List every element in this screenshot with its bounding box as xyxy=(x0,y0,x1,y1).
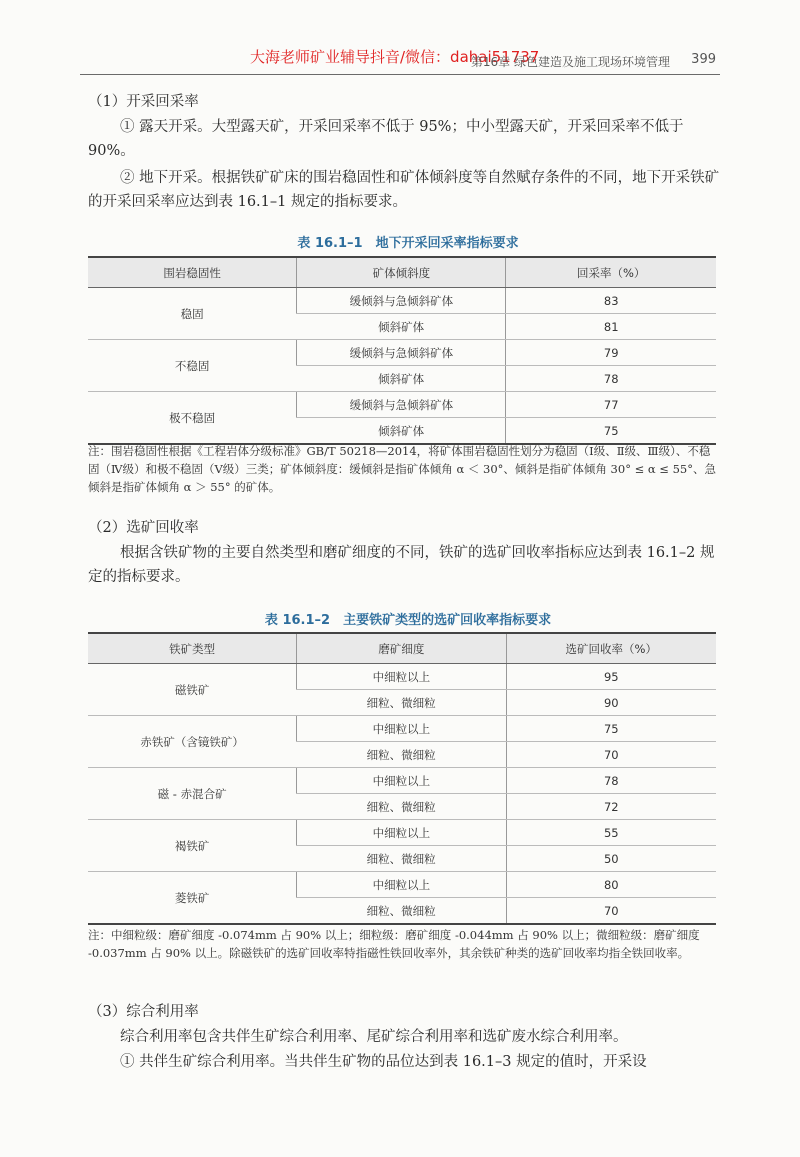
table-row xyxy=(88,288,716,314)
table2-value: 95 xyxy=(506,664,716,690)
table1-value: 77 xyxy=(506,392,716,418)
table2-cell: 中细粒以上 xyxy=(297,664,506,690)
table2 xyxy=(88,632,716,925)
table1-value: 79 xyxy=(506,340,716,366)
table2-caption: 表 16.1–2 主要铁矿类型的选矿回收率指标要求 xyxy=(264,613,552,628)
section2-paragraph: 根据含铁矿物的主要自然类型和磨矿细度的不同，铁矿的选矿回收率指标应达到表 16.1–2 规定的指标要求。 xyxy=(88,545,715,585)
table-row xyxy=(88,820,716,846)
table1-cell: 缓倾斜与急倾斜矿体 xyxy=(297,392,506,418)
table2-value: 50 xyxy=(506,846,716,872)
table2-group-cell: 赤铁矿（含镜铁矿） xyxy=(88,716,297,768)
section1-paragraph-1: ① 露天开采。大型露天矿，开采回采率不低于 95%；中小型露天矿，开采回采率不低于 90%。 xyxy=(88,119,684,159)
table2-group-cell: 磁铁矿 xyxy=(88,664,297,716)
table2-group-cell: 菱铁矿 xyxy=(88,872,297,925)
table2-value: 55 xyxy=(506,820,716,846)
table2-cell: 中细粒以上 xyxy=(297,872,506,898)
table1-group-cell: 极不稳固 xyxy=(88,392,297,445)
section1-paragraph-2: ② 地下开采。根据铁矿矿床的围岩稳固性和矿体倾斜度等自然赋存条件的不同，地下开采铁矿的开采回采率应达到表 16.1–1 规定的指标要求。 xyxy=(88,170,720,210)
table2-cell: 细粒、微细粒 xyxy=(297,742,506,768)
table1-col-header: 回采率（%） xyxy=(506,257,716,288)
watermark-text: 大海老师矿业辅导抖音/微信：dahai51737 xyxy=(250,48,540,66)
table-row xyxy=(88,392,716,418)
table1-value: 75 xyxy=(506,418,716,445)
table1-cell: 倾斜矿体 xyxy=(297,418,506,445)
table2-value: 72 xyxy=(506,794,716,820)
table1-cell: 缓倾斜与急倾斜矿体 xyxy=(297,288,506,314)
table1-value: 81 xyxy=(506,314,716,340)
table1-cell: 倾斜矿体 xyxy=(297,366,506,392)
table2-value: 90 xyxy=(506,690,716,716)
section2-heading: （2）选矿回收率 xyxy=(88,520,199,536)
table-row xyxy=(88,716,716,742)
table1-col-header: 矿体倾斜度 xyxy=(297,257,506,288)
table2-note: 注：中细粒级：磨矿细度 -0.074mm 占 90% 以上；细粒级：磨矿细度 -0.044mm 占 90% 以上；微细粒级：磨矿细度 -0.037mm 占 90% 以上。除磁铁矿的选矿回收率特指磁性铁回收率外，其余铁矿种类的选矿回收率均指全铁回收率。 xyxy=(88,928,700,960)
table-row xyxy=(88,664,716,690)
table2-header-row xyxy=(88,633,716,664)
table2-cell: 细粒、微细粒 xyxy=(297,898,506,925)
table1 xyxy=(88,256,716,445)
table1-cell: 缓倾斜与急倾斜矿体 xyxy=(297,340,506,366)
table1-value: 83 xyxy=(506,288,716,314)
table2-value: 75 xyxy=(506,716,716,742)
table2-group-cell: 磁 - 赤混合矿 xyxy=(88,768,297,820)
table2-cell: 细粒、微细粒 xyxy=(297,846,506,872)
table2-col-header: 磨矿细度 xyxy=(297,633,506,664)
table-row xyxy=(88,340,716,366)
table1-note: 注：围岩稳固性根据《工程岩体分级标准》GB/T 50218—2014，将矿体围岩稳固性划分为稳固（Ⅰ级、Ⅱ级、Ⅲ级）、不稳固（Ⅳ级）和极不稳固（Ⅴ级）三类；矿体倾斜度：缓倾斜是指矿体倾角 α ＜ 30°、倾斜是指矿体倾角 30° ≤ α ≤ 55°、急倾斜是指矿体倾角 α ＞ 55° 的矿体。 xyxy=(88,444,716,494)
section3-paragraph-1: 综合利用率包含共伴生矿综合利用率、尾矿综合利用率和选矿废水综合利用率。 xyxy=(120,1029,628,1045)
table2-col-header: 选矿回收率（%） xyxy=(506,633,716,664)
table2-value: 80 xyxy=(506,872,716,898)
table1-value: 78 xyxy=(506,366,716,392)
table-row xyxy=(88,768,716,794)
table2-cell: 细粒、微细粒 xyxy=(297,690,506,716)
table2-value: 70 xyxy=(506,742,716,768)
table2-cell: 中细粒以上 xyxy=(297,820,506,846)
table1-header-row xyxy=(88,257,716,288)
table2-cell: 细粒、微细粒 xyxy=(297,794,506,820)
section3-heading: （3）综合利用率 xyxy=(88,1004,199,1020)
table1-cell: 倾斜矿体 xyxy=(297,314,506,340)
page-number: 399 xyxy=(691,52,716,67)
table2-value: 70 xyxy=(506,898,716,925)
section3-paragraph-2: ① 共伴生矿综合利用率。当共伴生矿物的品位达到表 16.1–3 规定的值时，开采设 xyxy=(120,1054,647,1070)
section1-heading: （1）开采回采率 xyxy=(88,94,199,110)
table1-group-cell: 不稳固 xyxy=(88,340,297,392)
table2-value: 78 xyxy=(506,768,716,794)
table1-caption: 表 16.1–1 地下开采回采率指标要求 xyxy=(297,236,519,251)
table2-cell: 中细粒以上 xyxy=(297,768,506,794)
table1-col-header: 围岩稳固性 xyxy=(88,257,297,288)
table-row xyxy=(88,872,716,898)
table2-group-cell: 褐铁矿 xyxy=(88,820,297,872)
table1-group-cell: 稳固 xyxy=(88,288,297,340)
page-header xyxy=(80,38,720,75)
table2-cell: 中细粒以上 xyxy=(297,716,506,742)
table2-col-header: 铁矿类型 xyxy=(88,633,297,664)
chapter-title: 第16章 绿色建造及施工现场环境管理 xyxy=(470,55,670,69)
